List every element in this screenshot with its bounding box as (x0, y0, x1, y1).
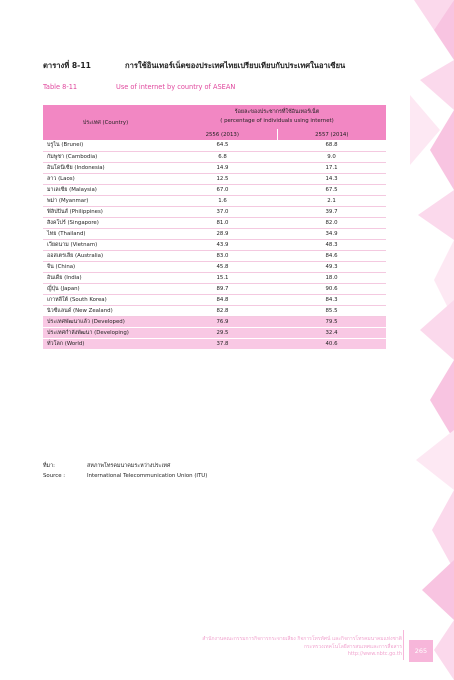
footer-url: http://www.nbtc.go.th (347, 651, 402, 657)
value-2014-cell: 32.4 (277, 327, 386, 338)
value-2014-cell: 18.0 (277, 272, 386, 283)
value-2013-cell: 15.1 (168, 272, 277, 283)
country-column-header: ประเทศ (Country) (43, 105, 168, 140)
country-name-cell: นิวซีแลนด์ (New Zealand) (43, 305, 168, 316)
country-name-cell: ญี่ปุ่น (Japan) (43, 283, 168, 294)
country-name-cell: ลาว (Laos) (43, 173, 168, 184)
source-label-thai: ที่มา: (43, 463, 55, 469)
percentage-header-english: ( percentage of individuals using internet) (220, 118, 334, 124)
internet-usage-table (43, 105, 386, 349)
table-row (43, 250, 386, 261)
percentage-header-thai: ร้อยละของประชากรที่ใช้อินเทอร์เน็ต (234, 109, 320, 115)
table-row (43, 239, 386, 250)
value-2014-cell: 34.9 (277, 228, 386, 239)
table-row (43, 338, 386, 349)
value-2014-cell: 9.0 (277, 151, 386, 162)
table-row (43, 206, 386, 217)
table-row (43, 173, 386, 184)
value-2014-cell: 17.1 (277, 162, 386, 173)
value-2013-cell: 37.8 (168, 338, 277, 349)
source-note (43, 461, 207, 481)
page-number: 265 (409, 640, 433, 662)
value-2014-cell: 40.6 (277, 338, 386, 349)
value-2014-cell: 67.5 (277, 184, 386, 195)
value-2013-cell: 1.6 (168, 195, 277, 206)
table-body (43, 140, 386, 349)
table-row (43, 140, 386, 151)
table-title-english-text: Use of internet by country of ASEAN (116, 83, 236, 91)
country-name-cell: กัมพูชา (Cambodia) (43, 151, 168, 162)
table-row (43, 195, 386, 206)
value-2013-cell: 84.8 (168, 294, 277, 305)
table-row (43, 151, 386, 162)
country-name-cell: จีน (China) (43, 261, 168, 272)
year-2014-header: 2557 (2014) (277, 129, 386, 140)
value-2013-cell: 43.9 (168, 239, 277, 250)
value-2014-cell: 2.1 (277, 195, 386, 206)
footer-organization (202, 636, 402, 659)
value-2013-cell: 29.5 (168, 327, 277, 338)
table-row (43, 305, 386, 316)
country-name-cell: ออสเตรเลีย (Australia) (43, 250, 168, 261)
country-name-cell: อินโดนีเซีย (Indonesia) (43, 162, 168, 173)
value-2014-cell: 39.7 (277, 206, 386, 217)
table-title-english (43, 83, 235, 91)
table-row (43, 184, 386, 195)
value-2014-cell: 14.3 (277, 173, 386, 184)
value-2014-cell: 84.3 (277, 294, 386, 305)
table-row (43, 217, 386, 228)
decorative-triangle-pattern (400, 0, 454, 680)
value-2014-cell: 85.5 (277, 305, 386, 316)
table-row (43, 283, 386, 294)
footer-divider (403, 630, 404, 660)
country-name-cell: ฟิลิปปินส์ (Philippines) (43, 206, 168, 217)
value-2013-cell: 45.8 (168, 261, 277, 272)
country-name-cell: มาเลเซีย (Malaysia) (43, 184, 168, 195)
value-2013-cell: 76.9 (168, 316, 277, 327)
table-row (43, 327, 386, 338)
source-label-english: Source : (43, 473, 66, 479)
table-title-thai (43, 60, 345, 72)
percentage-group-header (168, 105, 386, 129)
value-2013-cell: 37.0 (168, 206, 277, 217)
source-text-english: International Telecommunication Union (ITU) (87, 473, 208, 479)
value-2014-cell: 79.5 (277, 316, 386, 327)
value-2013-cell: 83.0 (168, 250, 277, 261)
country-name-cell: อินเดีย (India) (43, 272, 168, 283)
table-title-thai-text: การใช้อินเทอร์เน็ตของประเทศไทยเปรียบเทียบกับประเทศในอาเซียน (125, 61, 346, 70)
value-2013-cell: 6.8 (168, 151, 277, 162)
table-number-thai: ตารางที่ 8-11 (43, 61, 91, 70)
value-2013-cell: 64.5 (168, 140, 277, 151)
table-row (43, 228, 386, 239)
value-2014-cell: 48.3 (277, 239, 386, 250)
value-2013-cell: 82.8 (168, 305, 277, 316)
country-name-cell: บรูไน (Brunei) (43, 140, 168, 151)
footer-line-2: กระทรวงเทคโนโลยีสารสนเทศและการสื่อสาร (303, 643, 402, 650)
country-name-cell: ประเทศพัฒนาแล้ว (Developed) (43, 316, 168, 327)
value-2013-cell: 67.0 (168, 184, 277, 195)
table-row (43, 272, 386, 283)
country-name-cell: ไทย (Thailand) (43, 228, 168, 239)
country-name-cell: พม่า (Myanmar) (43, 195, 168, 206)
value-2013-cell: 81.0 (168, 217, 277, 228)
value-2014-cell: 49.3 (277, 261, 386, 272)
value-2014-cell: 68.8 (277, 140, 386, 151)
table-row (43, 261, 386, 272)
country-name-cell: เกาหลีใต้ (South Korea) (43, 294, 168, 305)
value-2013-cell: 12.5 (168, 173, 277, 184)
year-2013-header: 2556 (2013) (168, 129, 277, 140)
value-2014-cell: 90.6 (277, 283, 386, 294)
table-row (43, 316, 386, 327)
source-text-thai: สหภาพโทรคมนาคมระหว่างประเทศ (87, 463, 171, 469)
table-number-english: Table 8-11 (43, 83, 78, 91)
country-name-cell: สิงคโปร์ (Singapore) (43, 217, 168, 228)
table-row (43, 294, 386, 305)
value-2013-cell: 89.7 (168, 283, 277, 294)
value-2013-cell: 14.9 (168, 162, 277, 173)
value-2013-cell: 28.9 (168, 228, 277, 239)
table-row (43, 162, 386, 173)
footer-line-1: สำนักงานคณะกรรมการกิจการกระจายเสียง กิจการโทรทัศน์ และกิจการโทรคมนาคมแห่งชาติ (202, 636, 402, 642)
value-2014-cell: 82.0 (277, 217, 386, 228)
country-name-cell: ประเทศกำลังพัฒนา (Developing) (43, 327, 168, 338)
value-2014-cell: 84.6 (277, 250, 386, 261)
country-name-cell: เวียดนาม (Vietnam) (43, 239, 168, 250)
country-name-cell: ทั่วโลก (World) (43, 338, 168, 349)
